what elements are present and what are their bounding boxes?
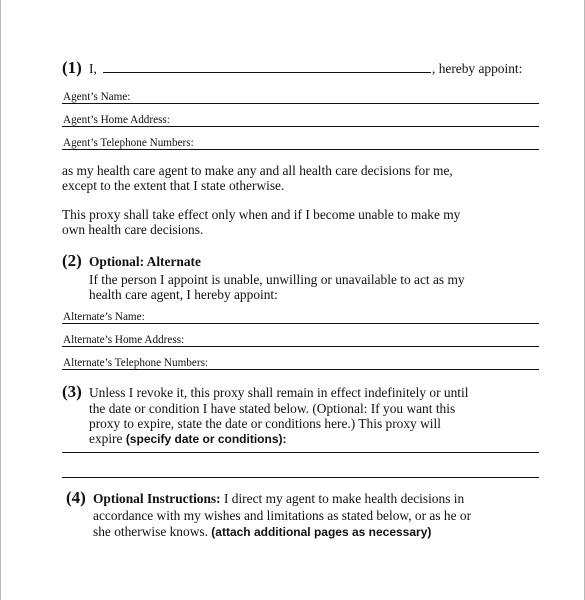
agent-address-field[interactable] [62,126,539,127]
section-1-number: (1) [62,58,82,77]
agent-phone-field[interactable] [62,149,539,150]
section-4-line3-text: she otherwise knows. [93,524,212,539]
section-4-line1 [93,491,464,506]
section-3-line1: Unless I revoke it, this proxy shall remain in effect indefinitely or until [89,385,469,400]
principal-name-field[interactable] [103,72,431,73]
section-2-line1: If the person I appoint is unable, unwilling or unavailable to act as my [89,272,465,287]
section-3-number: (3) [62,382,82,401]
section-4-heading: Optional Instructions: [93,491,221,506]
alternate-phone-field[interactable] [62,369,539,370]
section-1-para1-line2: except to the extent that I state otherwise. [62,178,285,193]
section-4-line2: accordance with my wishes and limitations as stated below, or as he or [93,508,472,523]
expiration-line-1[interactable] [62,452,539,453]
section-4-line1-text: I direct my agent to make health decisions in [220,491,465,506]
alternate-address-label: Alternate’s Home Address: [63,334,185,346]
agent-name-field[interactable] [62,103,539,104]
alternate-name-label: Alternate’s Name: [63,311,145,323]
section-4-number: (4) [66,488,86,507]
section-1-lead: I, [89,61,97,76]
section-3-line4 [89,431,287,447]
section-1-para1-line1: as my health care agent to make any and all health care decisions for me, [62,163,453,178]
section-1-para2-line1: This proxy shall take effect only when and if I become unable to make my [62,207,461,222]
alternate-address-field[interactable] [62,346,539,347]
agent-address-label: Agent’s Home Address: [63,114,170,126]
expiration-line-2[interactable] [62,477,539,478]
agent-phone-label: Agent’s Telephone Numbers: [63,137,194,149]
section-3-specify-label: (specify date or conditions): [125,432,287,446]
section-3-line2: the date or condition I have stated below. (Optional: If you want this [89,401,456,416]
agent-name-label: Agent’s Name: [63,91,131,103]
section-4-line3 [93,524,431,540]
section-3-line4-text: expire [89,431,126,446]
section-2-number: (2) [62,251,82,270]
section-3-line3: proxy to expire, state the date or conditions here.) This proxy will [89,416,441,431]
section-2-line2: health care agent, I hereby appoint: [89,287,278,302]
section-4-attach-note: (attach additional pages as necessary) [211,525,432,539]
section-1-trail: , hereby appoint: [432,61,523,76]
alternate-name-field[interactable] [62,323,539,324]
alternate-phone-label: Alternate’s Telephone Numbers: [63,357,209,369]
section-1-para2-line2: own health care decisions. [62,222,204,237]
section-2-heading: Optional: Alternate [89,254,201,269]
